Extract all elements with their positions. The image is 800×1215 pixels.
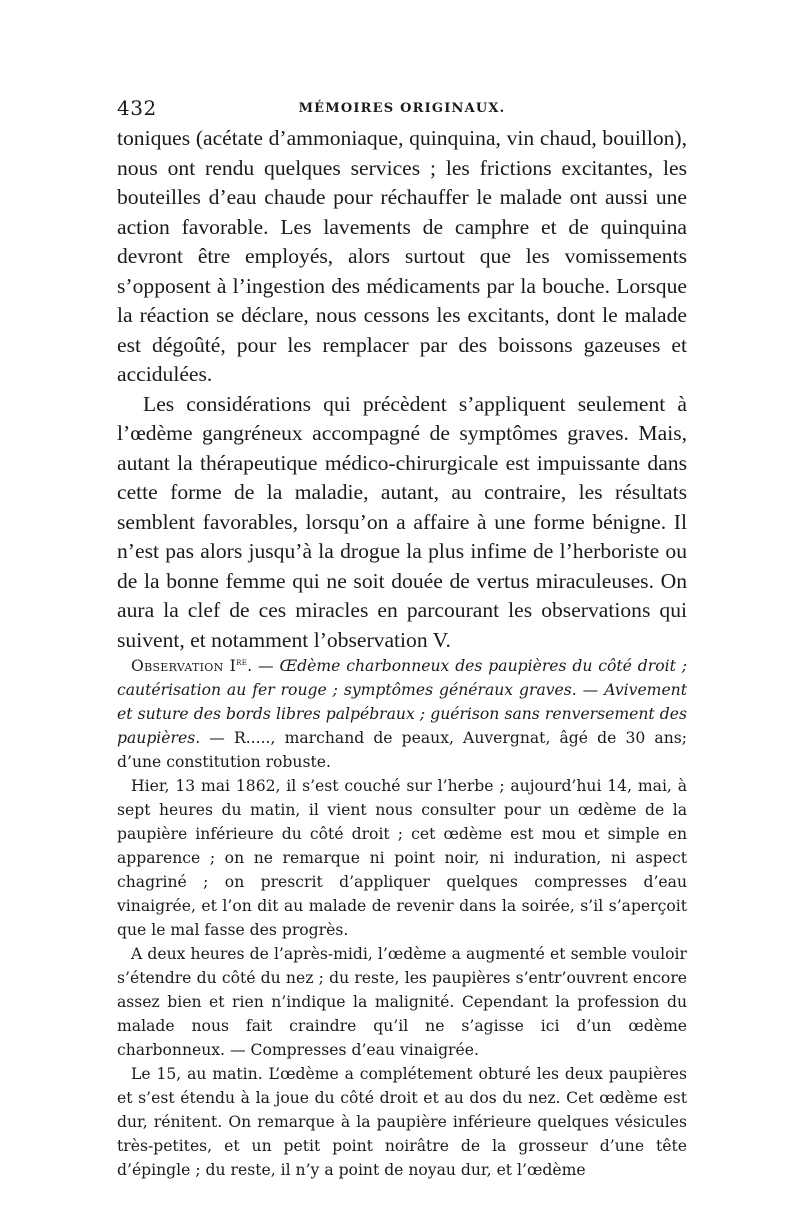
paragraph: Les considérations qui précèdent s’appliquent seulement à l’œdème gangréneux accompagné de symptômes graves. Mais, autant la thérapeutique médico-chirurgicale est impuissante dans cette forme de la maladie, autant, au contraire, les résultats semblent favorables, lorsqu’on a affaire à une forme bénigne. Il n’est pas alors jusqu’à la drogue la plus infime de l’herboriste ou de la bonne femme qui ne soit douée de vertus miraculeuses. On aura la clef de ces miracles en parcourant les observations qui suivent, et notamment l’observation V. xyxy=(117,391,687,652)
observation-section xyxy=(117,651,687,1182)
observation-subtitle: Œdème charbonneux des paupières du côté droit ; cautérisation au fer rouge ; symptômes généraux graves. — Avivement et suture des bords libres palpébraux ; guérison sans renversement des paupières. xyxy=(117,657,687,748)
running-title: MÉMOIRES ORIGINAUX. xyxy=(298,101,506,116)
observation-heading: Observation Ire xyxy=(131,657,248,676)
page-header xyxy=(117,96,687,124)
observation-intro: — R....., marchand de peaux, Auvergnat, âgé de 30 ans; d’une constitution robuste. xyxy=(117,729,687,772)
page-number: 432 xyxy=(117,96,157,120)
observation-heading-separator: . — xyxy=(247,657,280,676)
observation-paragraph: A deux heures de l’après-midi, l’œdème a augmenté et semble vouloir s’étendre du côté du nez ; du reste, les paupières s’entr’ouvrent encore assez bien et rien n’indique la malignité. Cependant la profession du malade nous fait craindre qu’il ne s’agisse ici d’un œdème charbonneux. — Compresses d’eau vinaigrée. xyxy=(117,945,687,1060)
observation-paragraph: Le 15, au matin. L’œdème a complétement obturé les deux paupières et s’est étendu à la joue du côté droit et au dos du nez. Cet œdème est dur, rénitent. On remarque à la paupière inférieure quelques vésicules très-petites, et un petit point noirâtre de la grosseur d’une tête d’épingle ; du reste, il n’y a point de noyau dur, et l’œdème xyxy=(117,1065,687,1180)
observation-intro-paragraph xyxy=(117,651,687,774)
observation-paragraph: Hier, 13 mai 1862, il s’est couché sur l’herbe ; aujourd’hui 14, mai, à sept heures du matin, il vient nous consulter pour un œdème de la paupière inférieure du côté droit ; cet œdème est mou et simple en apparence ; on ne remarque ni point noir, ni induration, ni aspect chagriné ; on prescrit d’appliquer quelques compresses d’eau vinaigrée, et l’on dit au malade de revenir dans la soirée, s’il s’aperçoit que le mal fasse des progrès. xyxy=(117,777,687,940)
paragraph: toniques (acétate d’ammoniaque, quinquina, vin chaud, bouillon), nous ont rendu quelques services ; les frictions excitantes, les bouteilles d’eau chaude pour réchauffer le malade ont aussi une action favorable. Les lavements de camphre et de quinquina devront être employés, alors surtout que les vomissements s’opposent à l’ingestion des médicaments par la bouche. Lorsque la réaction se déclare, nous cessons les excitants, dont le malade est dégoûté, pour les remplacer par des boissons gazeuses et accidulées. xyxy=(117,126,687,386)
main-text xyxy=(117,124,687,655)
